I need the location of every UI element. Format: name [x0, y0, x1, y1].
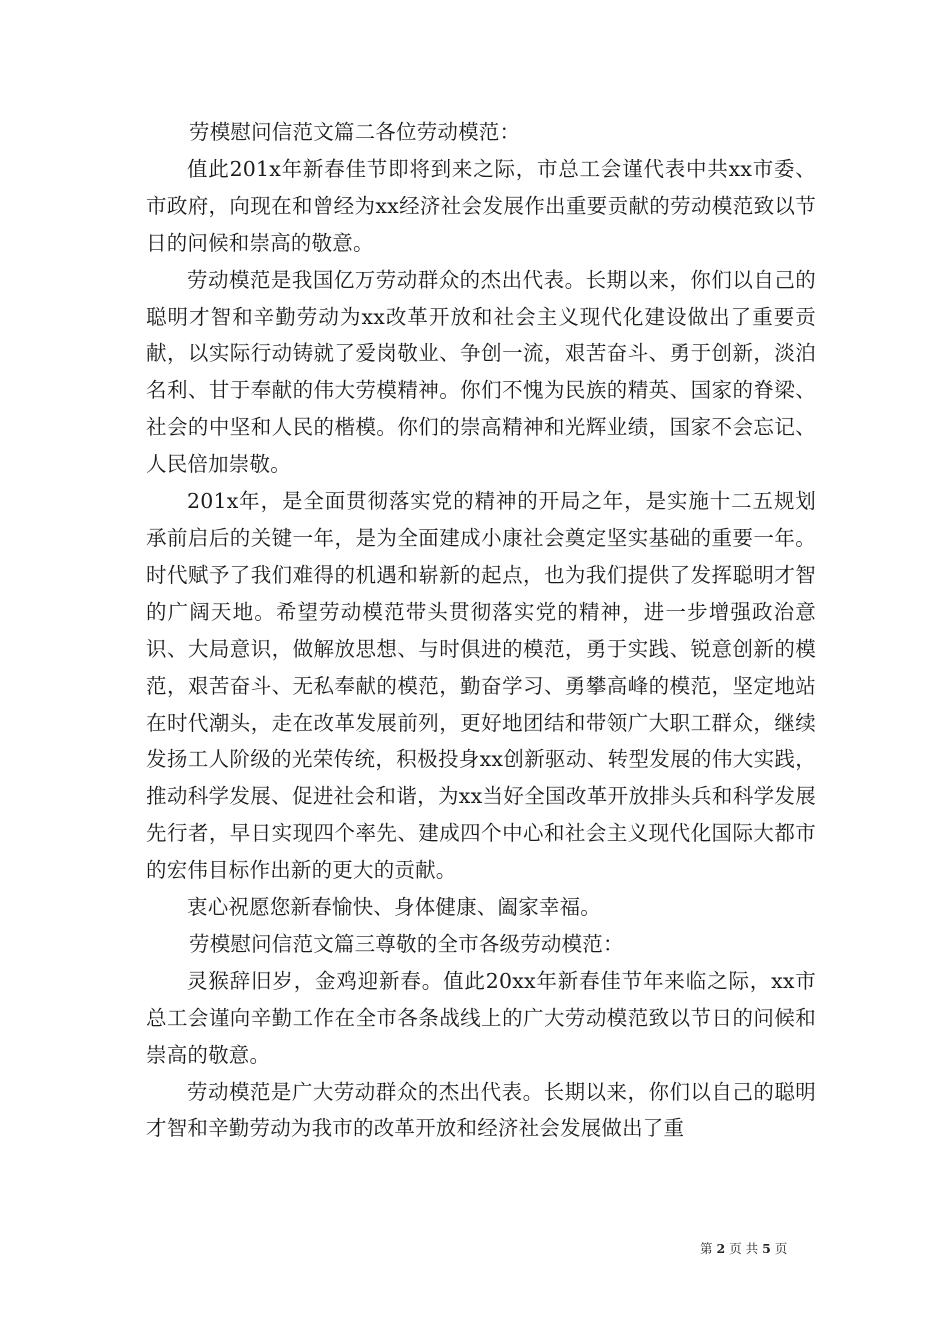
footer-prefix: 第 [700, 1241, 713, 1256]
body-paragraph: 201x年，是全面贯彻落实党的精神的开局之年，是实施十二五规划承前启后的关键一年，是为全面建成小康社会奠定坚实基础的重要一年。时代赋予了我们难得的机遇和崭新的起点，也为我们提供了发挥聪明才智的广阔天地。希望劳动模范带头贯彻落实党的精神，进一步增强政治意识、大局意识，做解放思想、与时俱进的模范，勇于实践、锐意创新的模范，艰苦奋斗、无私奉献的模范，勤奋学习、勇攀高峰的模范，坚定地站在时代潮头，走在改革发展前列，更好地团结和带领广大职工群众，继续发扬工人阶级的光荣传统，积极投身xx创新驱动、转型发展的伟大实践，推动科学发展、促进社会和谐，为xx当好全国改革开放排头兵和科学发展先行者，早日实现四个率先、建成四个中心和社会主义现代化国际大都市的宏伟目标作出新的更大的贡献。 [146, 489, 816, 883]
body-paragraph: 劳动模范是我国亿万劳动群众的杰出代表。长期以来，你们以自己的聪明才智和辛勤劳动为xx改革开放和社会主义现代化建设做出了重要贡献，以实际行动铸就了爱岗敬业、争创一流，艰苦奋斗、勇于创新，淡泊名利、甘于奉献的伟大劳模精神。你们不愧为民族的精英、国家的脊梁、社会的中坚和人民的楷模。你们的崇高精神和光辉业绩，国家不会忘记、人民倍加崇敬。 [146, 267, 816, 477]
body-paragraph: 灵猴辞旧岁，金鸡迎新春。值此20xx年新春佳节年来临之际，xx市总工会谨向辛勤工作在全市各条战线上的广大劳动模范致以节日的问候和崇高的敬意。 [146, 968, 816, 1067]
document-body [146, 114, 816, 1147]
body-paragraph: 值此201x年新春佳节即将到来之际，市总工会谨代表中共xx市委、市政府，向现在和曾经为xx经济社会发展作出重要贡献的劳动模范致以节日的问候和崇高的敬意。 [146, 156, 816, 255]
closing-wish: 衷心祝愿您新春愉快、身体健康、阖家幸福。 [187, 895, 601, 920]
footer-suffix: 页 [774, 1241, 788, 1256]
page-number-footer [700, 1241, 820, 1257]
current-page-number: 2 [716, 1241, 726, 1256]
letter-heading-3: 劳模慰问信范文篇三尊敬的全市各级劳动模范： [189, 931, 624, 956]
total-pages-number: 5 [762, 1241, 771, 1256]
footer-middle: 页 共 [729, 1241, 759, 1256]
body-paragraph: 劳动模范是广大劳动群众的杰出代表。长期以来，你们以自己的聪明才智和辛勤劳动为我市的改革开放和经济社会发展做出了重 [146, 1079, 816, 1141]
letter-heading-2: 劳模慰问信范文篇二各位劳动模范： [189, 120, 521, 144]
